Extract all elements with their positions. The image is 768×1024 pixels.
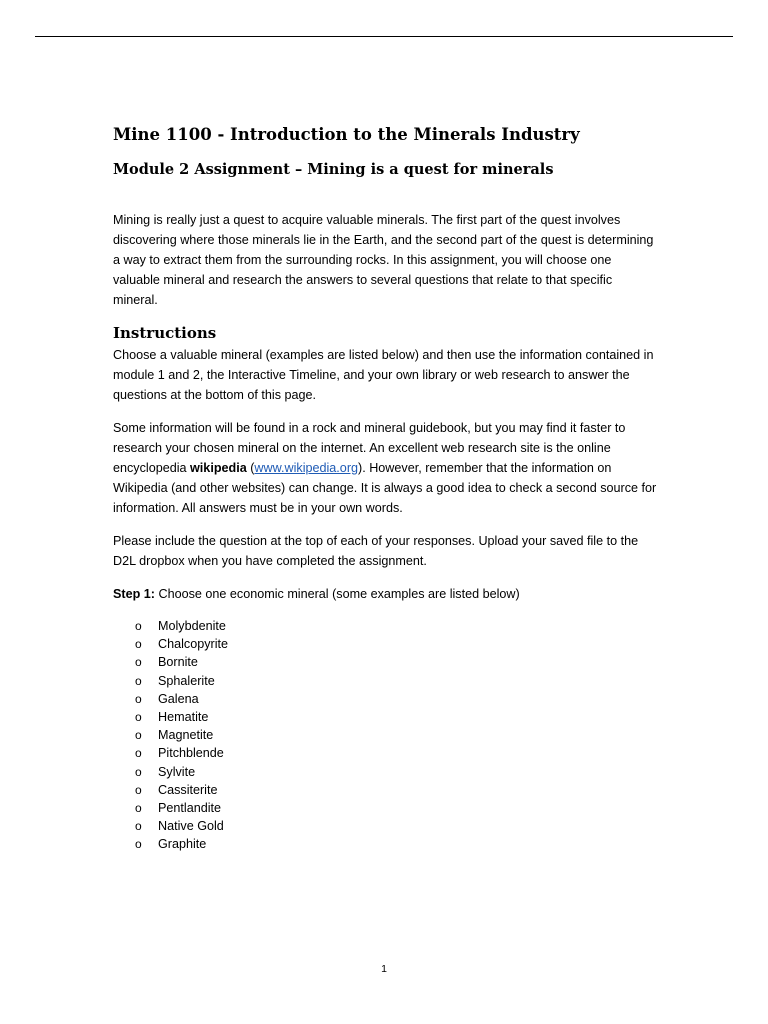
intro-paragraph: Mining is really just a quest to acquire valuable minerals. The first part of the quest involves discovering where those minerals lie in the Earth, and the second part of the quest is determining a way to extract them from the surrounding rocks. In this assignment, you will choose one valuable mineral and research the answers to several questions that relate to that specific mineral. [113,213,654,307]
wikipedia-bold: wikipedia [190,461,247,475]
mineral-name: Chalcopyrite [158,637,228,652]
mineral-name: Pentlandite [158,801,222,816]
bullet-icon: o [135,728,142,743]
bullet-icon: o [135,710,142,725]
bullet-icon: o [135,637,142,652]
list-item [113,635,658,653]
page-number: 1 [381,963,387,975]
mineral-name: Galena [158,691,199,706]
wikipedia-link[interactable]: www.wikipedia.org [254,461,359,475]
bullet-icon: o [135,691,142,706]
mineral-name: Magnetite [158,728,214,743]
document-title: Mine 1100 - Introduction to the Minerals Industry [113,125,580,144]
bullet-icon: o [135,782,142,797]
instructions-paragraph-1: Choose a valuable mineral (examples are listed below) and then use the information contained in module 1 and 2, the Interactive Timeline, and your own library or web research to answer the questions at the bottom of this page. [113,348,654,402]
paragraph-text-after: ). However, remember that the information on Wikipedia (and other websites) can change. It is always a good idea to check a second source for information. All answers must be in your own words. [113,461,657,515]
header-rule [35,36,733,37]
list-item [113,726,658,744]
bullet-icon: o [135,746,142,761]
document-body [113,124,658,854]
bullet-icon: o [135,801,142,816]
list-item [113,672,658,690]
step-1-label: Step 1: [113,587,155,601]
bullet-icon: o [135,819,142,834]
list-item [113,708,658,726]
bullet-icon: o [135,764,142,779]
mineral-name: Molybdenite [158,619,226,633]
paragraph-text-before: Some information will be found in a rock and mineral guidebook, but you may find it faster to research your chosen mineral on the internet. An excellent web research site is the online encyclopedia [113,421,626,475]
bullet-icon: o [135,673,142,688]
mineral-name: Cassiterite [158,782,218,797]
bullet-icon: o [135,619,142,633]
instructions-paragraph-2 [113,418,658,518]
document-subtitle: Module 2 Assignment – Mining is a quest for minerals [113,161,554,178]
list-item [113,690,658,708]
step-1-text: Choose one economic mineral (some examples are listed below) [155,587,520,601]
list-item [113,653,658,671]
bullet-icon: o [135,655,142,670]
mineral-name: Sylvite [158,764,196,779]
step-1-paragraph [113,584,658,604]
instructions-paragraph-3: Please include the question at the top of each of your responses. Upload your saved file to the D2L dropbox when you have completed the assignment. [113,534,639,568]
mineral-name: Native Gold [158,819,224,834]
list-item [113,617,658,635]
list-item [113,835,658,853]
mineral-name: Pitchblende [158,746,224,761]
bullet-icon: o [135,837,142,852]
paragraph-open-paren: ( [246,461,255,475]
mineral-name: Graphite [158,837,207,852]
mineral-name: Hematite [158,710,209,725]
instructions-heading: Instructions [113,324,217,342]
mineral-list [113,617,658,854]
list-item [113,817,658,835]
list-item [113,744,658,762]
list-item [113,763,658,781]
list-item [113,781,658,799]
mineral-name: Bornite [158,655,198,670]
list-item [113,799,658,817]
mineral-name: Sphalerite [158,673,215,688]
